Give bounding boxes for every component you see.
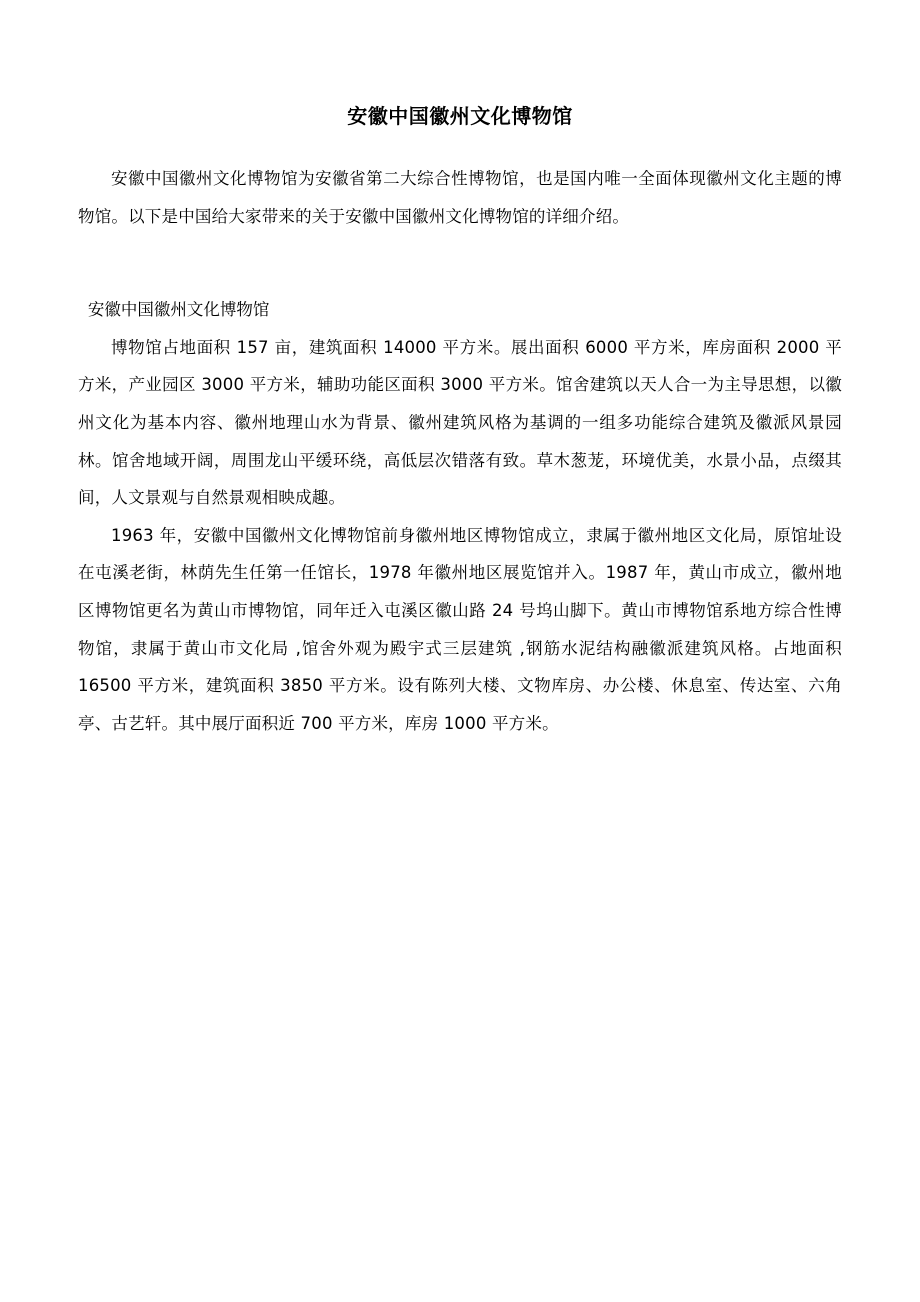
intro-paragraph: 安徽中国徽州文化博物馆为安徽省第二大综合性博物馆，也是国内唯一全面体现徽州文化主题的博物馆。以下是中国给大家带来的关于安徽中国徽州文化博物馆的详细介绍。 [78, 169, 842, 226]
body-paragraph-2: 1963 年，安徽中国徽州文化博物馆前身徽州地区博物馆成立，隶属于徽州地区文化局，原馆址设在屯溪老街，林荫先生任第一任馆长，1978 年徽州地区展览馆并入。1987 年，黄山市成立，徽州地区博物馆更名为黄山市博物馆，同年迁入屯溪区徽山路 24 号坞山脚下。黄山市博物馆系地方综合性博物馆，隶属于黄山市文化局 ,馆舍外观为殿宇式三层建筑 ,钢筋水泥结构融徽派建筑风格。占地面积 16500 平方米，建筑面积 3850 平方米。设有陈列大楼、文物库房、办公楼、休息室、传达室、六角亭、古艺轩。其中展厅面积近 700 平方米，库房 1000 平方米。 [78, 525, 842, 733]
section-spacer [78, 235, 842, 291]
section-heading: 安徽中国徽州文化博物馆 [87, 300, 270, 320]
body-paragraph-1: 博物馆占地面积 157 亩，建筑面积 14000 平方米。展出面积 6000 平方米，库房面积 2000 平方米，产业园区 3000 平方米，辅助功能区面积 3000 平方米。馆舍建筑以天人合一为主导思想，以徽州文化为基本内容、徽州地理山水为背景、徽州建筑风格为基调的一组多功能综合建筑及徽派风景园林。馆舍地域开阔，周围龙山平缓环绕，高低层次错落有致。草木葱茏，环境优美，水景小品，点缀其间，人文景观与自然景观相映成趣。 [78, 337, 842, 508]
page-title: 安徽中国徽州文化博物馆 [347, 104, 573, 128]
